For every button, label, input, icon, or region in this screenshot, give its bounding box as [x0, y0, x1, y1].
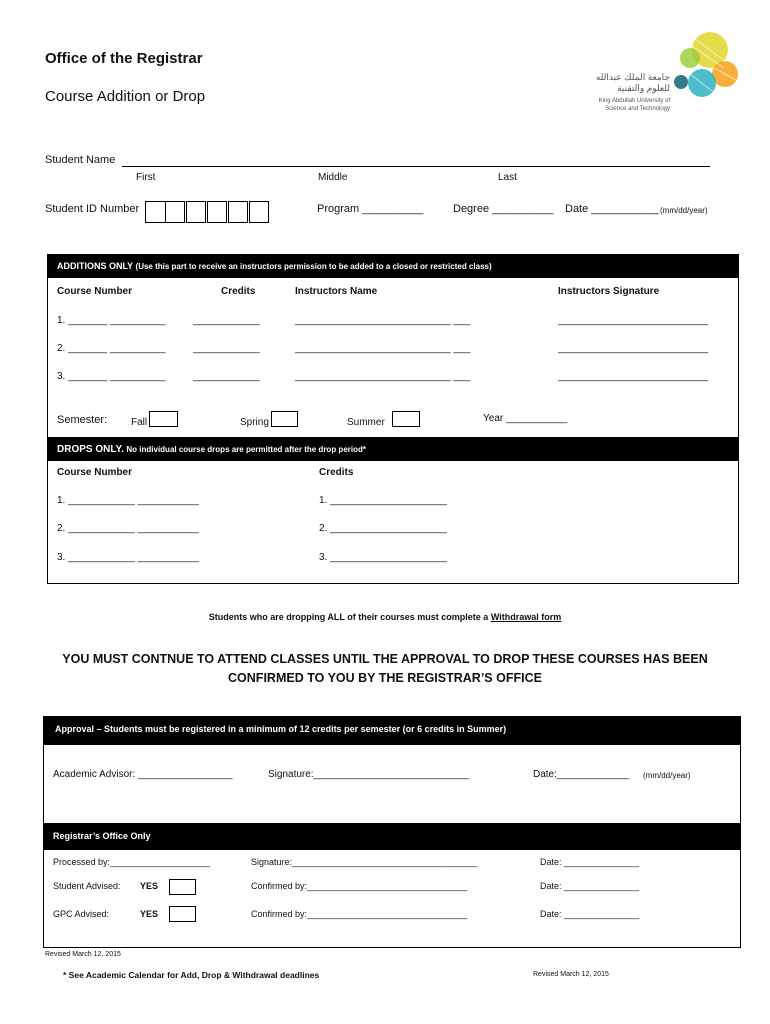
middle-name-label: Middle [318, 172, 348, 183]
date-format-hint: (mm/dd/year) [660, 206, 708, 215]
registrar-date-2[interactable]: Date: _______________ [540, 881, 640, 891]
drops-heading-bar [47, 437, 738, 461]
add-row-2-instructor[interactable]: ____________________________ ___ [295, 343, 471, 354]
spring-label: Spring [240, 417, 269, 428]
logo-english-line1: King Abdullah University of [598, 98, 670, 104]
summer-label: Summer [347, 417, 385, 428]
gpc-yes-checkbox[interactable] [169, 906, 196, 922]
drops-col-credits: Credits [319, 467, 354, 478]
add-row-1-course[interactable]: 1. _______ __________ [57, 315, 166, 326]
degree-field[interactable]: Degree __________ [453, 203, 554, 215]
gpc-yes-label: YES [140, 909, 159, 919]
approval-date-format: (mm/dd/year) [643, 771, 691, 780]
additions-col-credits: Credits [221, 286, 256, 297]
program-field[interactable]: Program __________ [317, 203, 424, 215]
additions-col-course: Course Number [57, 286, 133, 297]
student-id-field[interactable] [145, 201, 270, 223]
withdrawal-text: Students who are dropping ALL of their courses must complete a [208, 612, 489, 622]
advisor-signature-field[interactable]: Signature:____________________________ [268, 769, 470, 780]
add-row-2-course[interactable]: 2. _______ __________ [57, 343, 166, 354]
summer-checkbox[interactable] [392, 411, 420, 427]
semester-label: Semester: [57, 414, 108, 426]
warning-line-2: CONFIRMED TO YOU BY THE REGISTRAR’S OFFICE [228, 671, 542, 685]
confirmed-by-field-2[interactable]: Confirmed by:________________________________ [251, 909, 468, 919]
drops-heading: DROPS ONLY. [57, 444, 124, 455]
registrar-date-3[interactable]: Date: _______________ [540, 909, 640, 919]
logo-arabic-text: جامعة الملك عبدالله للعلوم والتقنية [595, 72, 670, 93]
drop-row-1-credits[interactable]: 1. _____________________ [319, 495, 447, 506]
additions-heading: ADDITIONS ONLY [57, 261, 134, 271]
gpc-advised-label: GPC Advised: [53, 909, 110, 919]
processed-by-field[interactable]: Processed by:____________________ [53, 857, 211, 867]
logo-english-line2: Science and Technology [605, 106, 670, 112]
withdrawal-note [0, 612, 770, 622]
page-title: Office of the Registrar [45, 50, 203, 67]
deadlines-note: * See Academic Calendar for Add, Drop & Withdrawal deadlines [63, 970, 320, 980]
drop-row-1-course[interactable]: 1. ____________ ___________ [57, 495, 199, 506]
additions-heading-bar [47, 254, 738, 278]
add-row-1-instructor[interactable]: ____________________________ ___ [295, 315, 471, 326]
student-id-label: Student ID Number [45, 203, 140, 215]
kaust-logo [582, 28, 742, 123]
drop-row-2-credits[interactable]: 2. _____________________ [319, 523, 447, 534]
add-row-2-credits[interactable]: ____________ [193, 343, 260, 354]
student-advised-label: Student Advised: [53, 881, 121, 891]
warning-line-1: YOU MUST CONTNUE TO ATTEND CLASSES UNTIL THE APPROVAL TO DROP THESE COURSES HAS BEEN [62, 652, 708, 666]
add-row-3-credits[interactable]: ____________ [193, 371, 260, 382]
registrar-date-1[interactable]: Date: _______________ [540, 857, 640, 867]
first-name-label: First [136, 172, 156, 183]
confirmed-by-field-1[interactable]: Confirmed by:________________________________ [251, 881, 468, 891]
date-field[interactable]: Date ___________ [565, 203, 659, 215]
student-name-field[interactable] [122, 166, 710, 167]
advisor-field[interactable]: Academic Advisor: _________________ [53, 769, 233, 780]
add-row-3-course[interactable]: 3. _______ __________ [57, 371, 166, 382]
advised-yes-label: YES [140, 881, 159, 891]
drop-row-3-course[interactable]: 3. ____________ ___________ [57, 552, 199, 563]
additions-col-signature: Instructors Signature [558, 286, 660, 297]
spring-checkbox[interactable] [271, 411, 298, 427]
drop-row-2-course[interactable]: 2. ____________ ___________ [57, 523, 199, 534]
fall-checkbox[interactable] [149, 411, 178, 427]
page-subtitle: Course Addition or Drop [45, 88, 206, 105]
last-name-label: Last [498, 172, 517, 183]
registrar-signature-field[interactable]: Signature:_____________________________________ [251, 857, 478, 867]
drops-heading-note: No individual course drops are permitted after the drop period* [126, 445, 366, 454]
additions-heading-note: (Use this part to receive an instructors permission to be added to a closed or restricted class) [135, 262, 492, 271]
revised-date-top: Revised March 12, 2015 [45, 951, 121, 958]
add-row-2-signature[interactable]: ___________________________ [558, 343, 709, 354]
revised-date-bottom: Revised March 12, 2015 [533, 971, 609, 978]
additions-col-instructor: Instructors Name [295, 286, 378, 297]
add-row-3-signature[interactable]: ___________________________ [558, 371, 709, 382]
drops-col-course: Course Number [57, 467, 133, 478]
add-row-3-instructor[interactable]: ____________________________ ___ [295, 371, 471, 382]
year-field[interactable]: Year ___________ [483, 413, 568, 424]
advised-yes-checkbox[interactable] [169, 879, 196, 895]
withdrawal-form-link[interactable]: Withdrawal form [490, 612, 562, 622]
drop-row-3-credits[interactable]: 3. _____________________ [319, 552, 447, 563]
approval-date-field[interactable]: Date:_____________ [533, 769, 630, 780]
fall-label: Fall [131, 417, 148, 428]
approval-heading: Approval – Students must be registered in a minimum of 12 credits per semester (or 6 credits in Summer) [43, 716, 741, 745]
student-name-label: Student Name [45, 154, 116, 166]
add-row-1-signature[interactable]: ___________________________ [558, 315, 709, 326]
registrar-heading: Registrar’s Office Only [43, 823, 741, 850]
add-row-1-credits[interactable]: ____________ [193, 315, 260, 326]
